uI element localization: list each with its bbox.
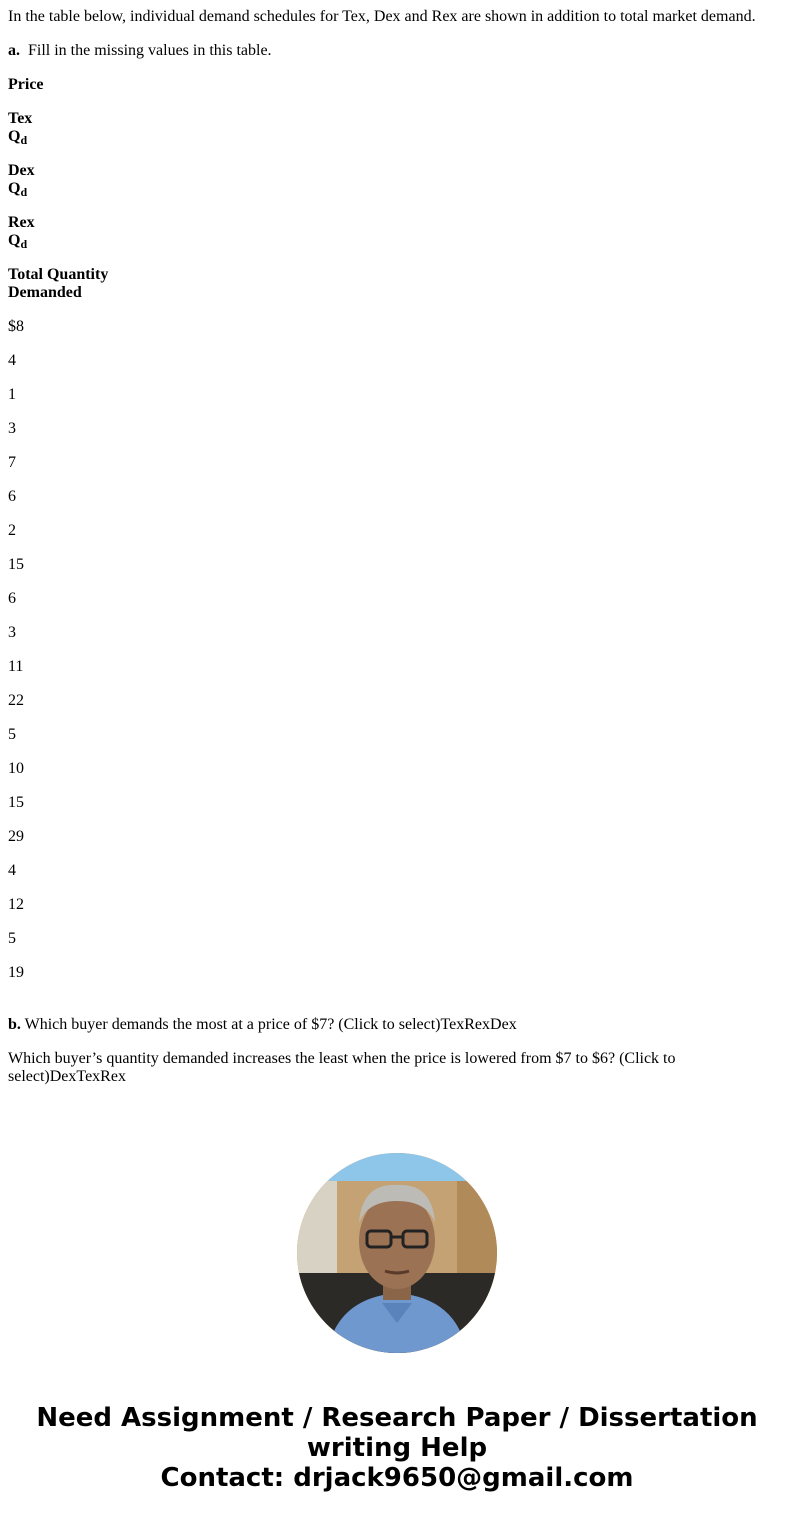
table-cell: 11 [8, 658, 24, 675]
banner-line-2: writing Help [306, 1433, 488, 1463]
header-rex [8, 214, 786, 250]
table-cell: 4 [8, 352, 16, 369]
table-cell: 1 [8, 386, 16, 403]
header-dex [8, 162, 786, 198]
header-total [8, 266, 786, 302]
table-cell: 10 [8, 760, 24, 777]
part-b-q1 [8, 1016, 786, 1034]
header-label: Price [8, 76, 44, 93]
header-qd: Q [8, 128, 21, 145]
table-cell: 5 [8, 930, 16, 947]
table-cell: 2 [8, 522, 16, 539]
part-a [8, 42, 786, 60]
contact-email: Contact: drjack9650@gmail.com [160, 1463, 634, 1493]
q1-option-tex[interactable]: Tex [440, 1016, 465, 1033]
table-cell: 15 [8, 556, 24, 573]
header-label: Dex [8, 162, 35, 179]
contact-banner [0, 1403, 794, 1493]
header-sub: d [20, 237, 28, 251]
header-label: Tex [8, 110, 33, 127]
author-photo [297, 1153, 497, 1353]
header-qd: Q [8, 232, 21, 249]
q2-option-dex[interactable]: Dex [49, 1068, 77, 1085]
portrait-image [297, 1153, 497, 1353]
q2-option-tex[interactable]: Tex [76, 1068, 101, 1085]
table-cell: 29 [8, 828, 24, 845]
header-qd: Q [8, 180, 21, 197]
table-cell: 19 [8, 964, 24, 981]
table-cell: $8 [8, 318, 24, 335]
banner-line-1: Need Assignment / Research Paper / Dissertation [36, 1403, 758, 1433]
table-cell: 12 [8, 896, 24, 913]
q1-option-rex[interactable]: Rex [464, 1016, 491, 1033]
table-cell: 3 [8, 624, 16, 641]
q2-text: Which buyer’s quantity demanded increases the least when the price is lowered from $7 to $6? (Click to select) [8, 1050, 676, 1085]
header-sub: d [20, 185, 28, 199]
part-b-label: b. [8, 1016, 21, 1033]
table-cell: 4 [8, 862, 16, 879]
table-cells [8, 318, 786, 982]
table-cell: 7 [8, 454, 16, 471]
intro-text: In the table below, individual demand schedules for Tex, Dex and Rex are shown in addition to total market demand. [8, 8, 756, 25]
table-cell: 3 [8, 420, 16, 437]
header-label: Total Quantity [8, 266, 109, 283]
part-a-text: Fill in the missing values in this table. [28, 42, 272, 59]
header-label: Rex [8, 214, 35, 231]
table-cell: 15 [8, 794, 24, 811]
table-cell: 5 [8, 726, 16, 743]
q1-text: Which buyer demands the most at a price of $7? (Click to select) [24, 1016, 441, 1033]
header-price [8, 76, 786, 94]
header-label: Demanded [8, 284, 82, 301]
table-cell: 6 [8, 488, 16, 505]
table-cell: 22 [8, 692, 24, 709]
q1-option-dex[interactable]: Dex [490, 1016, 517, 1033]
header-tex [8, 110, 786, 146]
part-a-label: a. [8, 42, 20, 59]
part-b-q2 [8, 1050, 786, 1086]
q2-option-rex[interactable]: Rex [100, 1068, 126, 1085]
header-sub: d [20, 133, 28, 147]
table-cell: 6 [8, 590, 16, 607]
